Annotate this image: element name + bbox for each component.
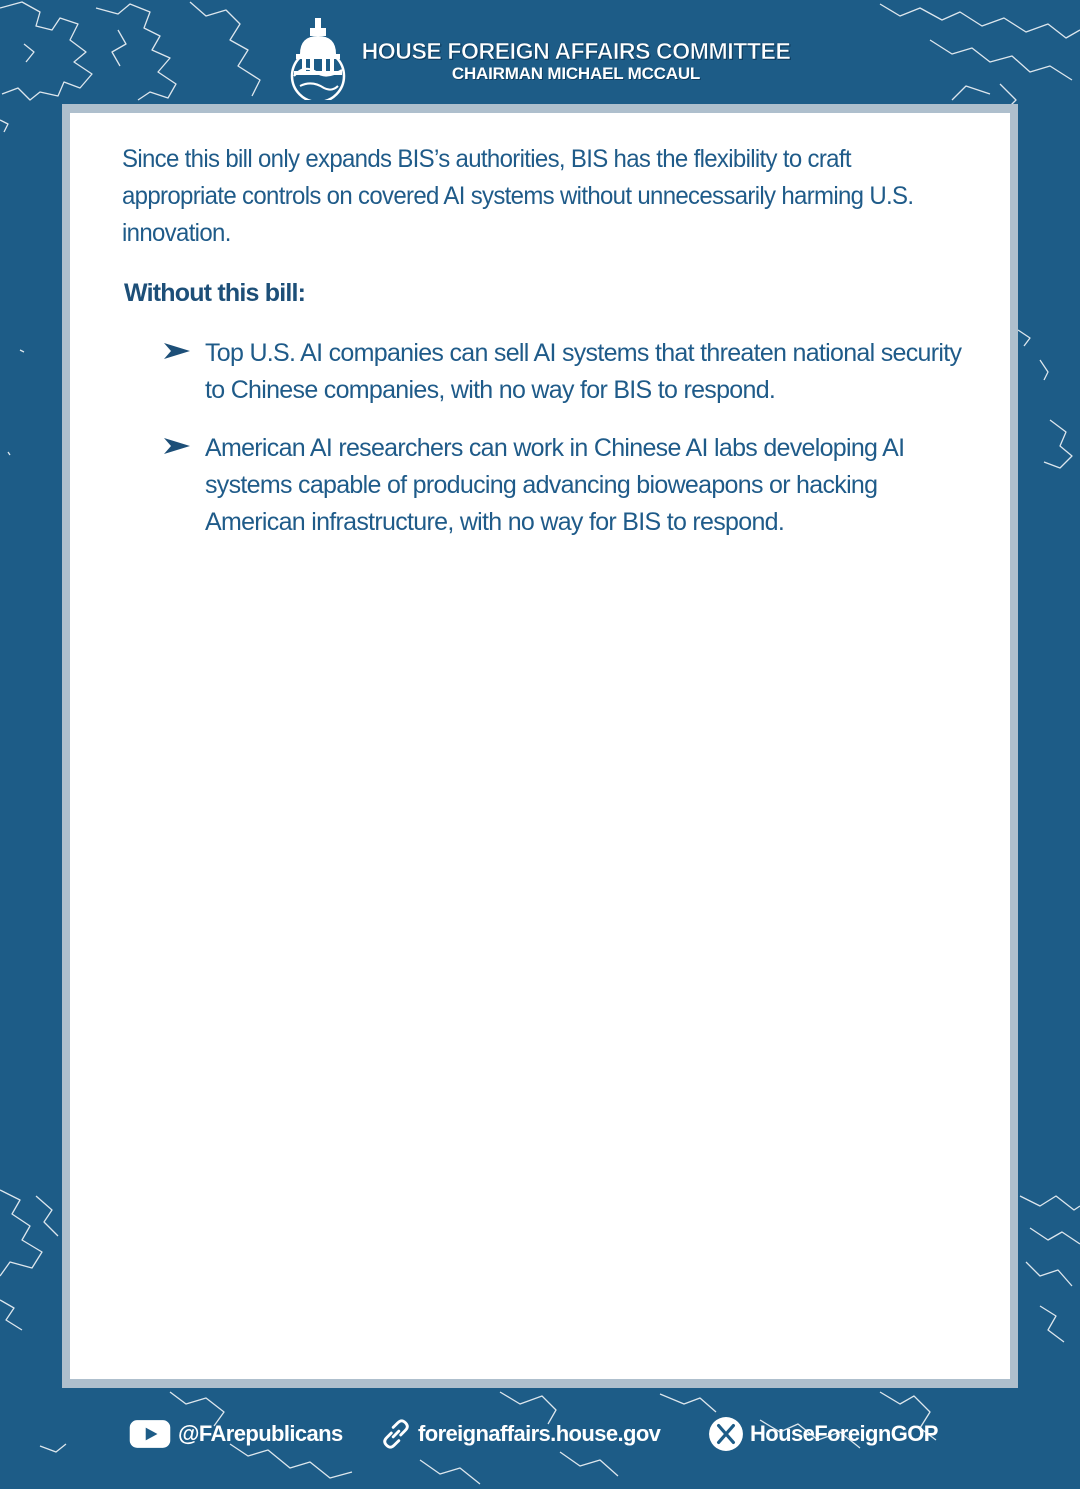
header [280,10,820,102]
capitol-dome-logo [280,14,356,100]
intro-paragraph: Since this bill only expands BIS’s authorities, BIS has the flexibility to craft appropriate controls on covered AI systems without unnecessarily harming U.S. innovation. [122,145,914,247]
x-handle: HouseForeignGOP [750,1421,938,1446]
without-bill-heading: Without this bill: [124,279,306,307]
content-card [70,113,1010,1379]
youtube-link[interactable] [128,1416,343,1452]
youtube-icon [128,1418,172,1450]
x-logo-icon [708,1416,744,1452]
link-icon [380,1418,412,1450]
footer-social-bar [0,1400,1080,1470]
list-item [162,430,962,541]
website-link[interactable] [380,1416,660,1452]
bullet-text: Top U.S. AI companies can sell AI systems that threaten national security to Chinese companies, with no way for BIS to respond. [205,339,962,404]
youtube-handle: @FArepublicans [178,1421,343,1446]
chevron-right-icon [162,435,192,457]
x-link[interactable] [708,1416,938,1452]
consequence-list [162,335,962,562]
list-item [162,335,962,409]
website-url: foreignaffairs.house.gov [418,1421,661,1446]
committee-title: HOUSE FOREIGN AFFAIRS COMMITTEE [361,38,791,64]
chevron-right-icon [162,340,192,362]
bullet-text: American AI researchers can work in Chinese AI labs developing AI systems capable of producing advancing bioweapons or hacking American infrastructure, with no way for BIS to respond. [205,434,905,536]
chairman-subtitle: CHAIRMAN MICHAEL MCCAUL [451,64,701,83]
